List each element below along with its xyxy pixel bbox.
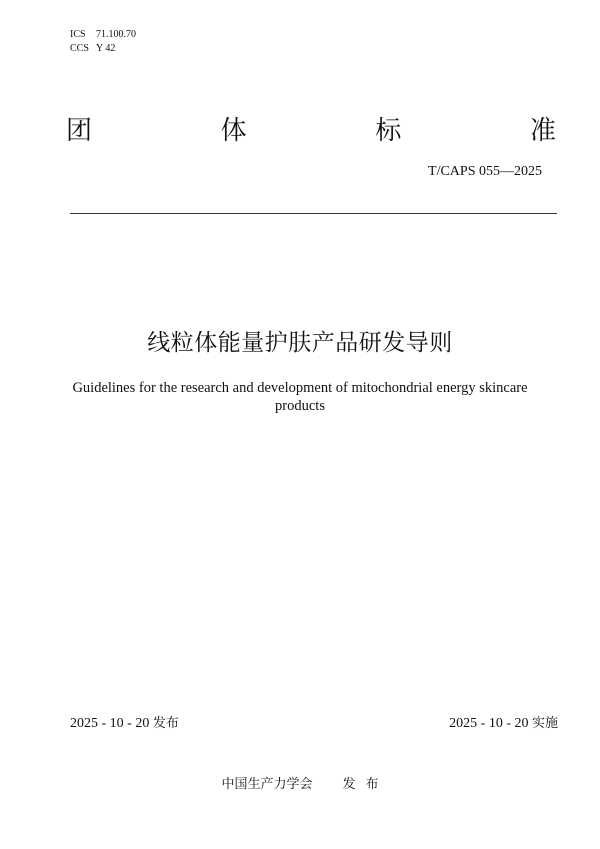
ccs-value: Y 42: [96, 43, 116, 54]
issue-label: 发布: [152, 716, 179, 731]
ics-label: ICS: [70, 29, 86, 40]
implement-label: 实施: [531, 716, 558, 731]
title-chinese: 线粒体能量护肤产品研发导则: [147, 330, 453, 356]
ics-value: 71.100.70: [96, 29, 136, 40]
standard-type-char-4: 准: [529, 116, 556, 146]
publisher-action-char-1: 发: [342, 777, 356, 792]
ics-code: [70, 29, 136, 41]
title-english-line-1: Guidelines for the research and development of mitochondrial energy skincare: [72, 380, 528, 396]
standard-type-char-2: 体: [220, 116, 247, 146]
publisher-name: 中国生产力学会: [221, 777, 313, 792]
implement-date: 2025 - 10 - 20: [449, 716, 529, 731]
publisher-action-char-2: 布: [365, 777, 379, 792]
ccs-label: CCS: [70, 43, 89, 54]
standard-type-heading: [66, 114, 556, 148]
ccs-code: [70, 43, 115, 55]
issue-date: 2025 - 10 - 20: [70, 716, 150, 731]
standard-type-char-1: 团: [66, 116, 93, 146]
standard-type-char-3: 标: [375, 116, 402, 146]
header-divider: [70, 213, 557, 214]
issue-date-line: [70, 715, 179, 733]
title-english: [60, 379, 540, 415]
publisher-line: [0, 776, 600, 794]
standard-number: T/CAPS 055—2025: [428, 164, 542, 179]
implement-date-line: [449, 715, 558, 733]
title-english-line-2: products: [275, 398, 325, 414]
